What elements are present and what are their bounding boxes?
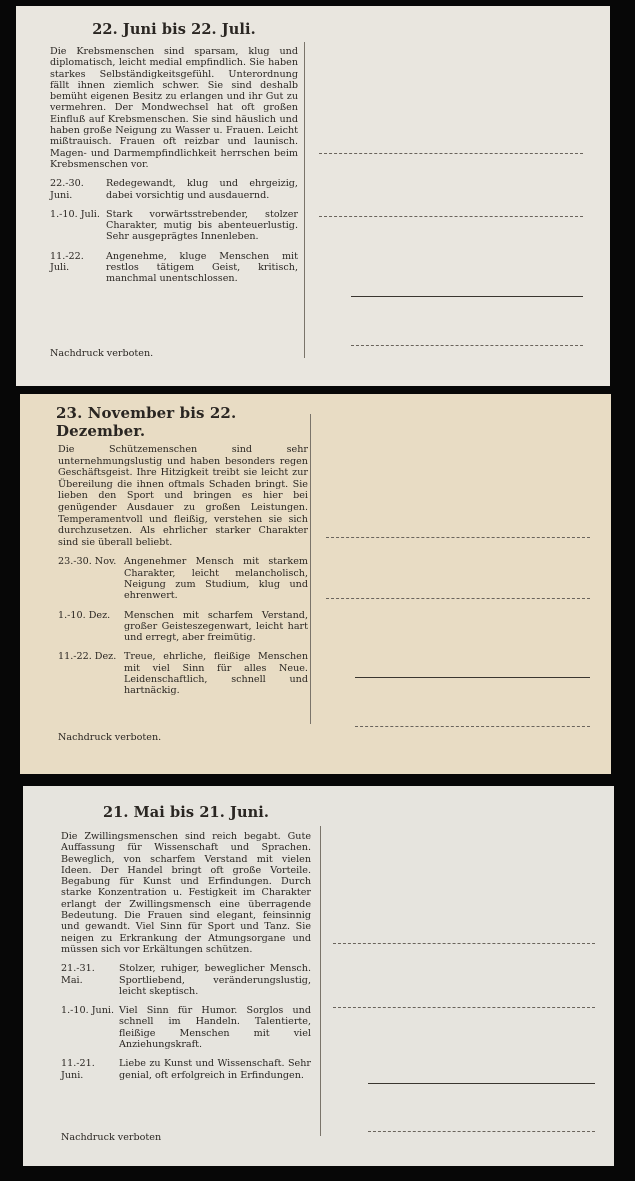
card-text-column (61, 786, 311, 1166)
address-line (326, 598, 590, 599)
entry-text: Redegewandt, klug und ehrgeizig, dabei vorsichtig und ausdauernd. (106, 178, 298, 201)
date-entry (58, 556, 308, 601)
entry-text: Stark vorwärtsstrebender, stolzer Charakter, mutig bis abenteuerlustig. Sehr ausgeprägtes Innenleben. (106, 208, 298, 243)
divider-line (320, 826, 321, 1136)
address-line (319, 216, 583, 217)
postcard-schuetze (20, 394, 611, 774)
date-entry (50, 209, 298, 243)
entry-text: Angenehme, kluge Menschen mit restlos tätigem Geist, kritisch, manchmal unentschlossen. (106, 250, 298, 285)
address-line (351, 345, 583, 346)
card-text-column (58, 394, 308, 774)
postcard-zwillinge (23, 786, 614, 1166)
entry-date: 22.-30. Juni. (50, 178, 84, 201)
entry-text: Menschen mit scharfem Verstand, großer Geisteszegenwart, leicht hart und erregt, aber freimütig. (124, 609, 308, 644)
card-intro: Die Krebsmenschen sind sparsam, klug und diplomatisch, leicht medial empfindlich. Sie haben starkes Selbständigkeitsgefühl. Unterordnung fällt ihnen ziemlich schwer. Sie sind deshalb bemüht eigenen Besitz zu erlangen und ihr Gut zu vermehren. Der Mondwechsel hat oft großen Einfluß auf Krebsmenschen. Sie sind häuslich und haben große Neigung zu Wasser u. Frauen. Leicht mißtrauisch. Frauen oft reizbar und launisch. Magen- und Darmempfindlichkeit herrschen beim Krebsmenschen vor. (50, 46, 298, 170)
reprint-notice: Nachdruck verboten. (58, 732, 162, 743)
address-line (368, 1131, 595, 1132)
card-title: 21. Mai bis 21. Juni. (102, 804, 269, 821)
date-entry (61, 1005, 311, 1050)
entry-date: 1.-10. Dez. (58, 609, 111, 621)
address-line (351, 296, 583, 297)
date-entries (61, 963, 311, 1081)
entry-text: Liebe zu Kunst und Wissenschaft. Sehr genial, oft erfolgreich in Erfindungen. (119, 1058, 311, 1081)
address-line (319, 153, 583, 154)
address-line (333, 1007, 595, 1008)
entry-date: 11.-22. Dez. (58, 651, 117, 663)
reprint-notice: Nachdruck verboten (61, 1132, 162, 1143)
card-title: 23. November bis 22. Dezember. (56, 404, 237, 440)
address-line (355, 677, 590, 678)
address-line (355, 726, 590, 727)
entry-date: 11.-21. Juni. (61, 1058, 95, 1081)
entry-date: 23.-30. Nov. (58, 556, 117, 568)
entry-text: Angenehmer Mensch mit starkem Charakter, leicht melancholisch, Neigung zum Studium, klug und ehrenwert. (124, 556, 308, 602)
reprint-notice: Nachdruck verboten. (50, 348, 154, 359)
card-text-column (50, 6, 298, 386)
divider-line (310, 414, 311, 724)
address-line (326, 537, 590, 538)
entry-date: 21.-31. Mai. (61, 963, 95, 986)
entry-text: Viel Sinn für Humor. Sorglos und schnell im Handeln. Talentierte, fleißige Menschen mit viel Anziehungskraft. (119, 1005, 311, 1051)
postcard-krebs (16, 6, 610, 386)
entry-date: 1.-10. Juli. (50, 208, 100, 220)
entry-date: 11.-22. Juli. (50, 250, 84, 274)
divider-line (304, 42, 305, 358)
card-intro: Die Zwillingsmenschen sind reich begabt. Gute Auffassung für Wissenschaft und Sprachen. Beweglich, von scharfem Verstand mit vielen Ideen. Der Handel bringt oft große Vorteile. Begabung für Kunst und Erfindungen. Durch starke Konzentration u. Festigkeit im Charakter erlangt der Zwillingsmensch eine überragende Bedeutung. Die Frauen sind elegant, feinsinnig und gewandt. Viel Sinn für Sport und Tanz. Sie neigen zu Erkrankung der Atmungsorgane und müssen sich vor Erkältungen schützen. (61, 831, 311, 955)
entry-text: Treue, ehrliche, fleißige Menschen mit viel Sinn für alles Neue. Leidenschaftlich, schnell und hartnäckig. (124, 651, 308, 697)
address-line (333, 943, 595, 944)
date-entry (61, 1058, 311, 1081)
date-entries (50, 178, 298, 284)
entry-text: Stolzer, ruhiger, beweglicher Mensch. Sportliebend, veränderungslustig, leicht skeptisch. (119, 963, 311, 997)
date-entry (50, 251, 298, 285)
date-entry (50, 178, 298, 201)
entry-date: 1.-10. Juni. (61, 1005, 115, 1017)
address-line (368, 1083, 595, 1084)
date-entry (61, 963, 311, 997)
card-intro: Die Schützemenschen sind sehr unternehmungslustig und haben besonders regen Geschäftsgeist. Ihre Hitzigkeit treibt sie leicht zur Übereilung die ihnen oftmals Schaden bringt. Sie lieben den Sport und bringen es hier bei genügender Ausdauer zu großen Leistungen. Temperamentvoll und fleißig, verstehen sie sich durchzusetzen. Als ehrlicher starker Charakter sind sie überall beliebt. (58, 444, 308, 548)
date-entries (58, 556, 308, 696)
date-entry (58, 651, 308, 696)
card-title: 22. Juni bis 22. Juli. (92, 21, 256, 38)
date-entry (58, 610, 308, 644)
